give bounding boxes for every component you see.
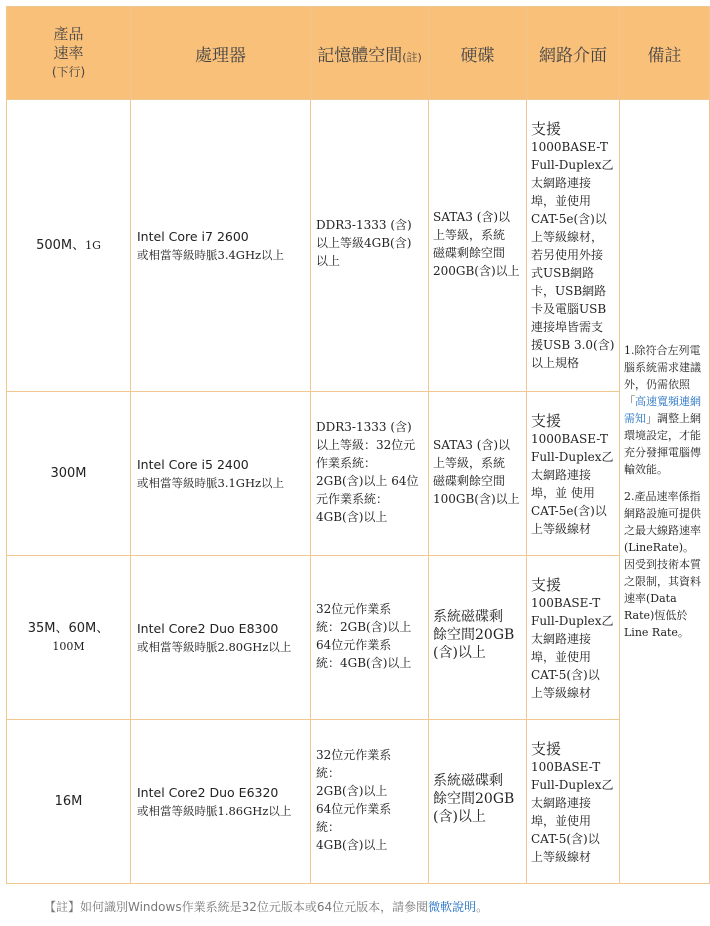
memory-line: 以上: [316, 254, 341, 268]
memory-line: 元作業系統：: [316, 492, 389, 506]
speed-cell: [7, 720, 131, 884]
memory-line: 以上等級4GB(含): [316, 236, 412, 250]
network-line: 上等級線材: [531, 522, 592, 536]
cpu-clock: 或相當等級時脈3.4GHz以上: [137, 247, 285, 262]
memory-line: DDR3-1333 (含): [316, 218, 412, 232]
cpu-cell: [131, 100, 311, 392]
network-line: CAT-5(含)以: [531, 668, 600, 682]
disk-cell: [429, 392, 527, 556]
network-line: 若另使用外接: [531, 248, 604, 262]
cpu-cell: [131, 720, 311, 884]
speed-cell: [7, 556, 131, 720]
disk-cell: [429, 720, 527, 884]
network-cell: [527, 392, 620, 556]
spec-table: [6, 6, 710, 884]
memory-cell: [311, 392, 429, 556]
network-line: 1000BASE-T: [531, 140, 608, 154]
memory-line: 以上等級：32位元: [316, 438, 416, 452]
speed-main: 35M、60M、: [27, 620, 110, 636]
memory-line: 4GB(含)以上: [316, 510, 388, 524]
network-line: 卡，USB網路: [531, 284, 607, 298]
memory-line: 統：4GB(含)以上: [316, 656, 412, 670]
header-speed-line1: 產品: [53, 24, 84, 43]
network-line: 埠，並使用: [531, 194, 592, 208]
microsoft-help-link[interactable]: 微軟說明: [428, 900, 477, 914]
disk-line: 上等級，系統: [433, 228, 506, 242]
cpu-clock: 或相當等級時脈1.86GHz以上: [137, 803, 292, 818]
memory-line: DDR3-1333 (含): [316, 420, 412, 434]
network-line: 上等級線材，: [531, 230, 604, 244]
header-remarks: 備註: [620, 7, 710, 100]
cpu-model: Intel Core i7 2600: [137, 228, 249, 244]
cpu-model: Intel Core2 Duo E6320: [137, 784, 279, 800]
footnote-text: 【註】如何識別Windows作業系統是32位元版本或64位元版本，請參閱: [44, 900, 429, 914]
header-row: [7, 7, 710, 100]
network-line: Full-Duplex乙: [531, 450, 614, 464]
network-line: 太網路連接: [531, 176, 592, 190]
disk-line: SATA3 (含)以: [433, 438, 511, 452]
memory-line: 64位元作業系: [316, 802, 392, 816]
disk-line: 磁碟剩餘空間: [433, 474, 506, 488]
network-line: 式USB網路: [531, 266, 595, 280]
speed-extra: 100M: [52, 639, 85, 653]
network-cell: [527, 100, 620, 392]
network-line: 援USB 3.0(含): [531, 338, 615, 352]
network-title: 支援: [531, 576, 562, 594]
speed-cell: [7, 392, 131, 556]
header-disk: 硬碟: [429, 7, 527, 100]
network-line: 埠，並使用: [531, 814, 592, 828]
network-line: 太網路連接: [531, 468, 592, 482]
network-cell: [527, 720, 620, 884]
network-line: 上等級線材: [531, 850, 592, 864]
memory-line: 統：: [316, 766, 341, 780]
memory-line: 2GB(含)以上: [316, 784, 388, 798]
disk-line: SATA3 (含)以: [433, 210, 511, 224]
speed-main: 300M: [50, 465, 87, 481]
memory-line: 2GB(含)以上 64位: [316, 474, 419, 488]
memory-line: 4GB(含)以上: [316, 838, 388, 852]
disk-line: 磁碟剩餘空間: [433, 246, 506, 260]
memory-line: 統：: [316, 820, 341, 834]
remarks-p1: [624, 342, 705, 478]
network-title: 支援: [531, 740, 562, 758]
memory-cell: [311, 556, 429, 720]
network-line: 太網路連接: [531, 796, 592, 810]
cpu-model: Intel Core i5 2400: [137, 456, 249, 472]
network-line: 卡及電腦USB: [531, 302, 607, 316]
remarks-p1-text: 1.除符合左列電腦系統需求建議外，仍需依照「: [624, 344, 701, 408]
memory-line: 32位元作業系: [316, 602, 392, 616]
remarks-p1-text-end: 」調整上網環境設定，才能充分發揮電腦傳輸效能。: [624, 412, 701, 476]
speed-main: 16M: [54, 793, 83, 809]
footnote: [44, 898, 488, 915]
network-line: 上等級線材: [531, 686, 592, 700]
network-line: 1000BASE-T: [531, 432, 608, 446]
remarks-p2: 2.產品速率係指網路設施可提供之最大線路速率(LineRate)。因受到技術本質之限制，其資料速率(Data Rate)恆低於Line Rate。: [624, 490, 701, 639]
network-line: 100BASE-T: [531, 760, 601, 774]
network-title: 支援: [531, 120, 562, 138]
disk-line: 餘空間20GB: [433, 791, 515, 807]
remarks-cell: [620, 100, 710, 884]
table-row: [7, 720, 710, 884]
broadband-notice-link[interactable]: 高速寬頻連網需知: [624, 395, 701, 425]
disk-line: 系統磁碟剩: [433, 773, 503, 789]
memory-line: 統：2GB(含)以上: [316, 620, 412, 634]
memory-cell: [311, 100, 429, 392]
disk-line: 系統磁碟剩: [433, 609, 503, 625]
speed-extra: 1G: [85, 238, 101, 252]
disk-line: 上等級，系統: [433, 456, 506, 470]
memory-cell: [311, 720, 429, 884]
disk-cell: [429, 100, 527, 392]
cpu-cell: [131, 556, 311, 720]
network-line: 連接埠皆需支: [531, 320, 604, 334]
speed-cell: [7, 100, 131, 392]
header-memory: [311, 7, 429, 100]
header-cpu: 處理器: [131, 7, 311, 100]
memory-line: 64位元作業系: [316, 638, 392, 652]
table-row: [7, 392, 710, 556]
cpu-clock: 或相當等級時脈3.1GHz以上: [137, 475, 285, 490]
memory-line: 32位元作業系: [316, 748, 392, 762]
header-network: 網路介面: [527, 7, 620, 100]
disk-line: (含)以上: [433, 645, 486, 661]
header-speed: [7, 7, 131, 100]
network-title: 支援: [531, 412, 562, 430]
disk-line: (含)以上: [433, 809, 486, 825]
network-cell: [527, 556, 620, 720]
header-memory-label: 記憶體空間: [317, 45, 403, 66]
network-line: Full-Duplex乙: [531, 158, 614, 172]
disk-line: 餘空間20GB: [433, 627, 515, 643]
header-memory-note: (註): [402, 50, 422, 64]
network-line: 100BASE-T: [531, 596, 601, 610]
memory-line: 作業系統：: [316, 456, 377, 470]
network-line: Full-Duplex乙: [531, 778, 614, 792]
disk-line: 200GB(含)以上: [433, 264, 520, 278]
cpu-cell: [131, 392, 311, 556]
network-line: CAT-5(含)以: [531, 832, 600, 846]
network-line: 以上規格: [531, 356, 580, 370]
cpu-clock: 或相當等級時脈2.80GHz以上: [137, 639, 292, 654]
header-speed-line2: 速率: [53, 43, 84, 62]
network-line: CAT-5e(含)以: [531, 504, 607, 518]
network-line: 埠，並 使用: [531, 486, 595, 500]
network-line: Full-Duplex乙: [531, 614, 614, 628]
disk-line: 100GB(含)以上: [433, 492, 520, 506]
table-row: [7, 100, 710, 392]
network-line: 太網路連接: [531, 632, 592, 646]
header-speed-line3: (下行): [51, 64, 86, 79]
disk-cell: [429, 556, 527, 720]
network-line: 埠，並使用: [531, 650, 592, 664]
cpu-model: Intel Core2 Duo E8300: [137, 620, 279, 636]
network-line: CAT-5e(含)以: [531, 212, 607, 226]
footnote-suffix: 。: [476, 900, 489, 914]
speed-main: 500M、: [36, 237, 86, 253]
table-row: [7, 556, 710, 720]
